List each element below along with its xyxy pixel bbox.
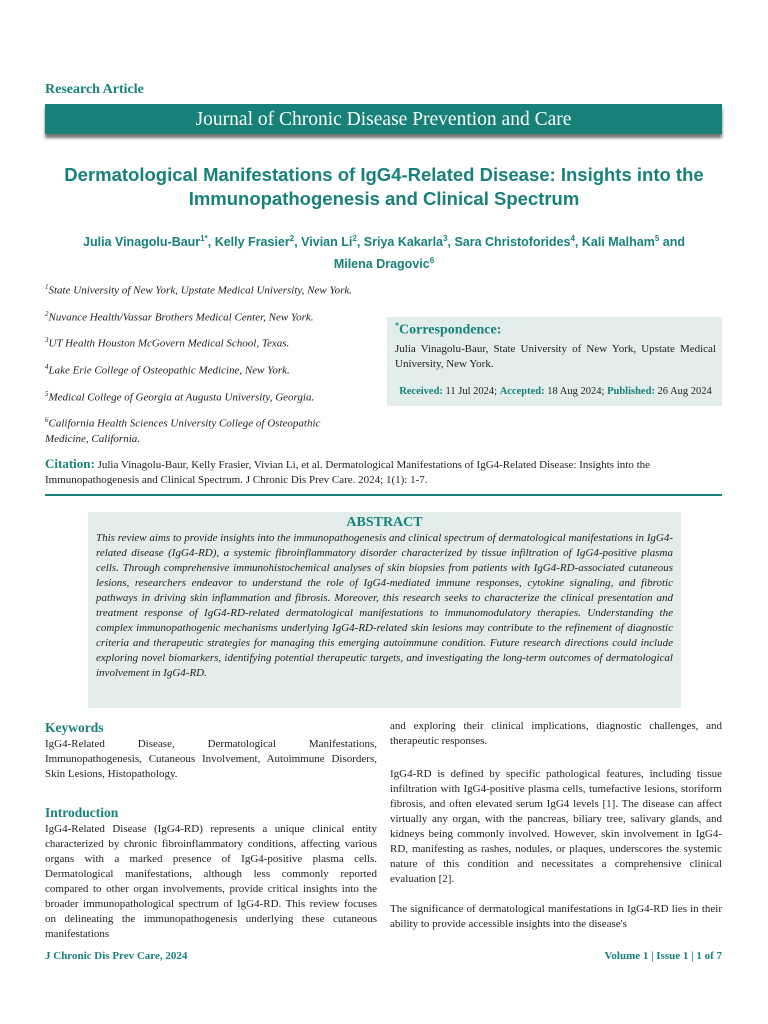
affiliation-item [45, 280, 365, 299]
affiliation-item [45, 413, 365, 447]
publication-dates: Received: 11 Jul 2024; Accepted: 18 Aug 2024; Published: 26 Aug 2024 [399, 385, 712, 397]
body-paragraph: The significance of dermatological manifestations in IgG4-RD lies in their ability to provide accessible insights into the disease's [390, 903, 722, 930]
keywords-heading: Keywords [45, 720, 104, 735]
citation-label: Citation: [45, 456, 95, 471]
title-line-1: Dermatological Manifestations of IgG4-Related Disease: Insights into the [64, 164, 704, 185]
right-column [390, 719, 722, 932]
received-date: 11 Jul 2024 [445, 385, 495, 397]
author-name: Sriya Kakarla [363, 235, 444, 250]
journal-name-banner: Journal of Chronic Disease Prevention and Care [45, 104, 722, 134]
affiliation-text: Medical College of Georgia at Augusta University, Georgia. [48, 391, 315, 404]
affiliation-number: 4 [45, 362, 49, 371]
footer-journal: J Chronic Dis Prev Care, 2024 [45, 950, 188, 962]
author-name: Julia Vinagolu-Baur [83, 235, 201, 250]
affiliation-text: Lake Erie College of Osteopathic Medicine, New York. [48, 364, 290, 377]
correspondence-heading [395, 321, 716, 339]
title-line-2: Immunopathogenesis and Clinical Spectrum [188, 188, 580, 209]
introduction-heading: Introduction [45, 805, 119, 820]
affiliation-item [45, 333, 365, 352]
affiliation-number: 5 [45, 389, 49, 398]
author-name: Milena Dragovic [333, 256, 430, 271]
citation-text: Julia Vinagolu-Baur, Kelly Frasier, Vivian Li, et al. Dermatological Manifestations of IgG4-Related Disease: Insights into the Immunopathogenesis and Clinical Spectrum. J Chronic Dis Prev Care. 2024; 1(1): 1-7. [45, 459, 651, 486]
separator: , [447, 235, 451, 250]
affiliation-list [45, 280, 365, 455]
article-title [40, 163, 728, 211]
affiliation-item [45, 307, 365, 326]
article-type: Research Article [45, 82, 144, 97]
footer-page-info: Volume 1 | Issue 1 | 1 of 7 [604, 950, 722, 962]
correspondence-address: Julia Vinagolu-Baur, State University of New York, Upstate Medical University, New York. [395, 342, 716, 370]
affiliation-text: Nuvance Health/Vassar Brothers Medical Center, New York. [48, 311, 314, 324]
author-affiliation-mark: 4 [570, 234, 575, 243]
author-affiliation-mark: 2 [352, 234, 357, 243]
separator: , [294, 235, 298, 250]
accepted-label: Accepted: [499, 385, 545, 397]
affiliation-number: 3 [45, 336, 49, 345]
affiliation-item [45, 387, 365, 406]
abstract-text: This review aims to provide insights into the immunopathogenesis and clinical spectrum of dermatological manifestations in IgG4-related disease (IgG4-RD), a systemic fibroinflammatory disorder characterized by tissue infiltration of IgG4-positive plasma cells. Through comprehensive immunohistochemical analyses of skin biopsies from patients with IgG4-RD-associated cutaneous lesions, researchers endeavor to understand the role of IgG4-mediated immune responses, cytokine signaling, and fibrotic pathways in driving skin inflammation and fibrosis. Moreover, this research seeks to characterize the clinical presentation and treatment response of IgG4-RD-related dermatological manifestations to immunomodulatory therapies. Understanding the complex immunopathogenic mechanisms underlying IgG4-RD-related skin lesions may contribute to the refinement of diagnostic criteria and therapeutic strategies for managing this emerging autoimmune condition. Future research directions could include exploring novel biomarkers, identifying potential therapeutic targets, and investigating the long-term outcomes of dermatological involvement in IgG4-RD. [96, 532, 673, 679]
separator: , [574, 235, 579, 250]
author-affiliation-mark: 5 [654, 234, 660, 243]
citation-block [45, 456, 725, 488]
affiliation-text: UT Health Houston McGovern Medical School, Texas. [48, 337, 290, 350]
published-date: 26 Aug 2024 [657, 385, 712, 397]
body-paragraph: and exploring their clinical implications, diagnostic challenges, and therapeutic responses. [390, 720, 722, 747]
corresponding-mark: * [395, 321, 399, 330]
affiliation-number: 6 [45, 416, 49, 425]
affiliation-text: California Health Sciences University College of Osteopathic Medicine, California. [45, 417, 321, 445]
separator: , [356, 235, 361, 250]
author-name: Kelly Frasier [214, 235, 290, 250]
author-name: Vivian Li [301, 235, 353, 250]
author-affiliation-mark: 2 [289, 234, 295, 243]
correspondence-box [387, 317, 722, 406]
left-column [45, 719, 377, 942]
abstract-box [88, 512, 681, 708]
received-label: Received: [399, 385, 443, 397]
author-name: Sara Christoforides [454, 235, 571, 250]
author-conjunction: and [662, 235, 685, 250]
affiliation-number: 2 [45, 309, 49, 318]
keywords-text: IgG4-Related Disease, Dermatological Manifestations, Immunopathogenesis, Cutaneous Involvement, Autoimmune Disorders, Skin Lesions, Histopathology. [45, 738, 377, 780]
separator: , [207, 235, 212, 250]
abstract-heading: ABSTRACT [346, 515, 423, 530]
author-name: Kali Malham [581, 235, 655, 250]
affiliation-number: 1 [45, 283, 49, 291]
author-list [40, 230, 728, 273]
affiliation-item [45, 360, 365, 379]
published-label: Published: [607, 385, 655, 397]
correspondence-label: Correspondence: [399, 322, 502, 338]
body-paragraph: IgG4-RD is defined by specific pathological features, including tissue infiltration with IgG4-positive plasma cells, tumefactive lesions, storiform fibrosis, and often elevated serum IgG4 levels [1]. The disease can affect virtually any organ, with the pancreas, biliary tree, salivary glands, and kidneys being commonly involved. However, skin involvement in IgG4-RD, manifesting as rashes, nodules, or plaques, underscores the systemic nature of this condition and necessitates a comprehensive clinical evaluation [2]. [390, 768, 722, 885]
section-divider [45, 494, 722, 496]
author-affiliation-mark: 3 [443, 234, 448, 243]
affiliation-text: State University of New York, Upstate Medical University, New York. [48, 284, 352, 297]
author-affiliation-mark: 1* [200, 234, 208, 243]
introduction-paragraph: IgG4-Related Disease (IgG4-RD) represents a unique clinical entity characterized by chronic fibroinflammatory conditions, affecting various organs with a marked presence of IgG4-positive plasma cells. Dermatological manifestations, although less commonly reported compared to other organ involvements, provide critical insights into the broader immunopathological spectrum of IgG4-RD. This review focuses on delineating the immunopathogenesis underlying these cutaneous manifestations [45, 823, 377, 940]
author-affiliation-mark: 6 [429, 255, 435, 265]
accepted-date: 18 Aug 2024 [547, 385, 602, 397]
